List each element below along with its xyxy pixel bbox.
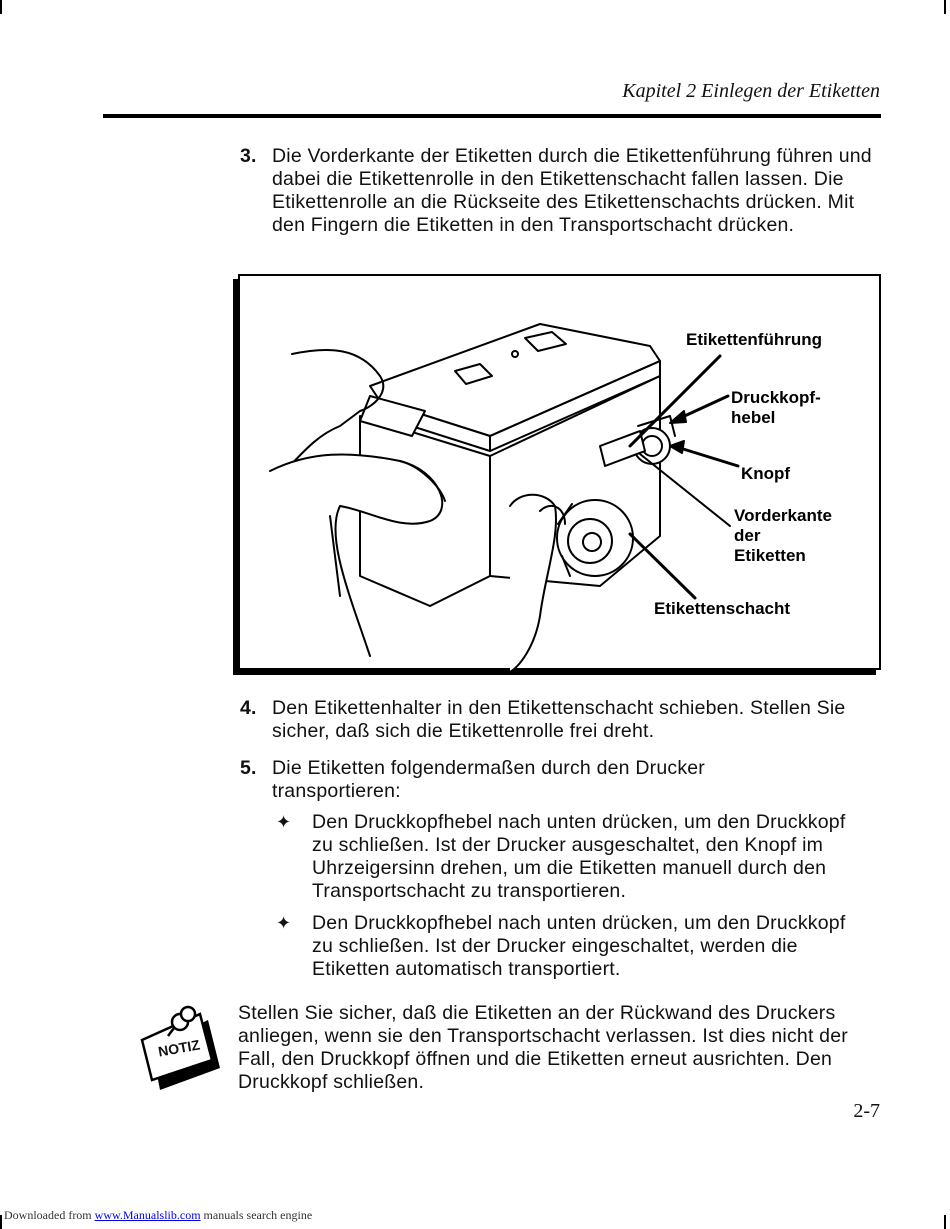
manualslib-link[interactable]: www.Manualslib.com [94,1208,201,1222]
label-etikettenschacht: Etikettenschacht [654,599,791,618]
footer-prefix: Downloaded from [4,1208,95,1222]
label-knopf: Knopf [741,464,791,483]
bullet-icon: ✦ [276,812,292,832]
bullet-item [276,811,872,903]
step-text: Den Etikettenhalter in den Etikettenschacht schieben. Stellen Sie sicher, daß sich die Etikettenrolle frei dreht. [272,697,846,742]
footer-suffix: manuals search engine [200,1208,313,1222]
crop-mark-top-left [0,0,2,14]
chapter-header: Kapitel 2 Einlegen der Etiketten [622,80,880,102]
step-3 [240,145,872,237]
bullet-text: Den Druckkopfhebel nach unten drücken, um den Druckkopf zu schließen. Ist der Drucker eingeschaltet, werden die Etiketten automatisch transportiert. [312,912,846,980]
step-text: Die Vorderkante der Etiketten durch die Etikettenführung führen und dabei die Etikettenrolle in den Etikettenschacht fallen lassen. Die Etikettenrolle an die Rückseite des Etikettenschachts drücken. Mit den Fingern die Etiketten in den Transportschacht drücken. [272,145,872,236]
step-5 [240,757,832,803]
label-vorderkante: Vorderkante der Etiketten [734,506,832,565]
header-rule [103,114,881,118]
crop-mark-top-right [944,0,946,14]
label-druckkopfhebel: Druckkopf- hebel [731,388,821,427]
page-number: 2-7 [853,1100,880,1122]
note-icon-label: NOTIZ [156,1036,202,1060]
bullet-item [276,912,872,981]
step-number: 5. [240,757,257,779]
note-text: Stellen Sie sicher, daß die Etiketten an der Rückwand des Druckers anliegen, wenn sie den Transportschacht verlassen. Ist dies nicht der Fall, den Druckkopf öffnen und die Etiketten erneut ausrichten. Den Druckkopf schließen. [238,1002,848,1093]
bullet-text: Den Druckkopfhebel nach unten drücken, um den Druckkopf zu schließen. Ist der Drucker ausgeschaltet, den Knopf im Uhrzeigersinn drehen, um die Etiketten manuell durch den Transportschacht zu transportieren. [312,811,846,902]
download-footer [4,1208,312,1223]
printer-illustration [238,274,881,670]
crop-mark-bottom-right [944,1215,946,1229]
step-number: 3. [240,145,257,167]
label-etikettenfuehrung: Etikettenführung [686,330,822,349]
step-text: Die Etiketten folgendermaßen durch den Drucker transportieren: [272,757,706,802]
note-icon [138,1000,228,1092]
step-4 [240,697,872,743]
bullet-icon: ✦ [276,913,292,933]
step-number: 4. [240,697,257,719]
crop-mark-bottom-left [0,1215,2,1229]
